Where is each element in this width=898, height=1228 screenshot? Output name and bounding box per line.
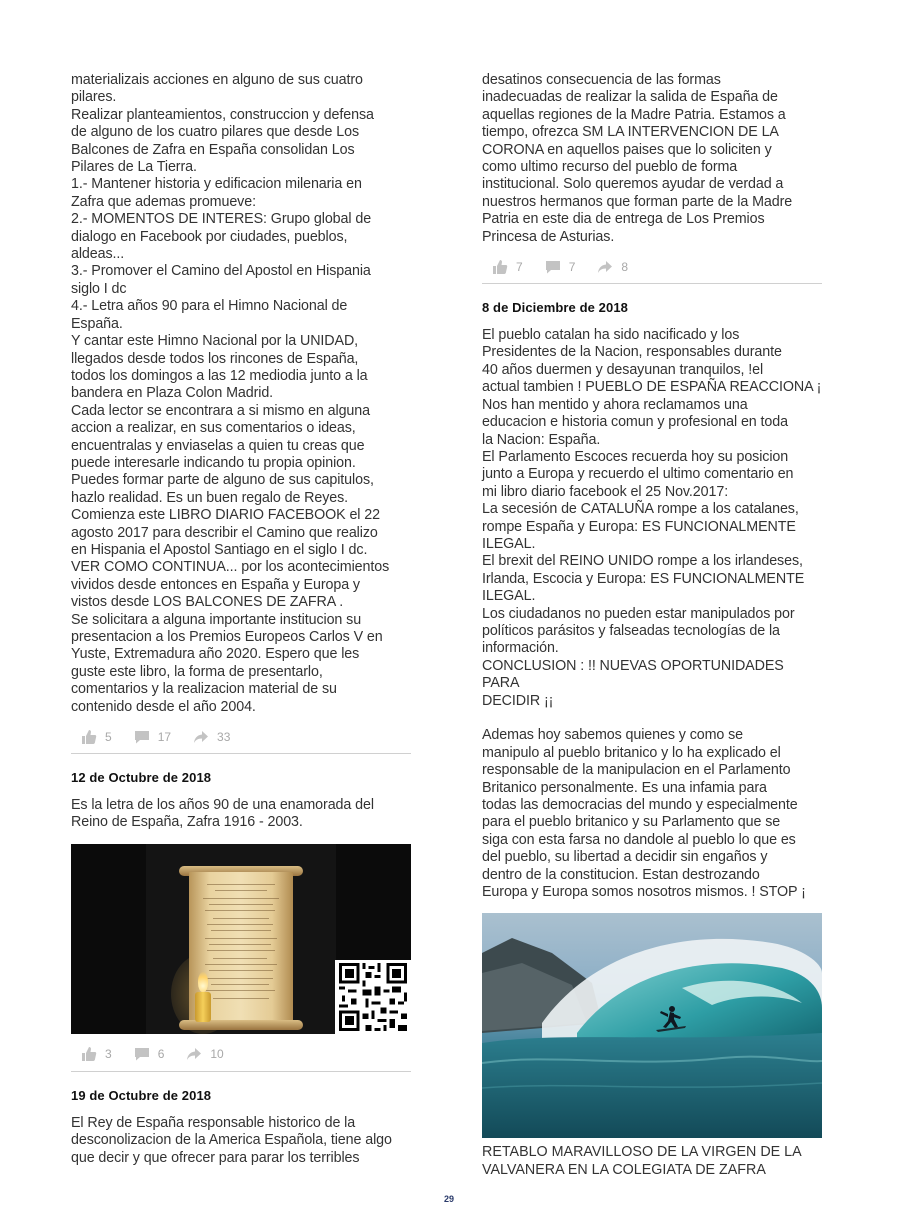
share-icon	[186, 1046, 202, 1062]
share-icon	[193, 729, 209, 745]
qr-code-icon	[335, 960, 411, 1034]
photo-caption: RETABLO MARAVILLOSO DE LA VIRGEN DE LA VALVANERA EN LA COLEGIATA DE ZAFRA	[482, 1144, 802, 1178]
wave-illustration	[482, 913, 822, 1138]
wave-surfer-photo[interactable]	[482, 913, 822, 1138]
comment-icon	[545, 259, 561, 275]
post-text: desatinos consecuencia de las formas inadecuadas de realizar la salida de España de aquellas regiones de la Madre Patria. Estamos a tiempo, ofrezca SM LA INTERVENCION DE LA CORONA en aquellos paises que lo soliciten y como ultimo recurso del pueblo de forma institucional. Solo queremos ayudar de verdad a nuestros hermanos que forman parte de la Madre Patria en este dia de entrega de Los Premios Princesa de Asturias.	[482, 72, 793, 245]
post-date: 19 de Octubre de 2018	[71, 1087, 212, 1103]
comment-stat[interactable]	[134, 1046, 165, 1062]
comment-icon	[134, 1046, 150, 1062]
like-stat[interactable]	[492, 259, 523, 275]
post-text: materializais acciones en alguno de sus cuatro pilares. Realizar planteamientos, construccion y defensa de alguno de los cuatro pilares que desde Los Balcones de Zafra en España consolidan Los Pilares de La Tierra. 1.- Mantener historia y edificacion milenaria en Zafra que ademas promueve: 2.- MOMENTOS DE INTERES: Grupo global de dialogo en Facebook por ciudades, pueblos, aldeas... 3.- Promover el Camino del Apostol en Hispania siglo I dc 4.- Letra años 90 para el Himno Nacional de España. Y cantar este Himno Nacional por la UNIDAD, llegados desde todos los rincones de España, todos los domingos a las 12 mediodia junto a la bandera en Plaza Colon Madrid. Cada lector se encontrara a si mismo en alguna accion a realizar, en sus comentarios o ideas, encuentralas y enviaselas a quien tu creas que puede interesarle indicando tu propia opinion. Puedes formar parte de alguno de sus capitulos, hazlo realidad. Es un buen regalo de Reyes. Comienza este LIBRO DIARIO FACEBOOK el 22 agosto 2017 para describir el Camino que realizo en Hispania el Apostol Santiago en el siglo I dc. VER COMO CONTINUA... por los acontecimientos vividos desde entonces en España y Europa y vistos desde LOS BALCONES DE ZAFRA . Se solicitara a alguna importante institucion su presentacion a los Premios Europeos Carlos V en Yuste, Extremadura año 2020. Espero que les guste este libro, la forma de presentarlo, comentarios y la realizacion material de su contenido desde el año 2004.	[71, 72, 390, 715]
share-stat[interactable]	[186, 1046, 223, 1062]
left-column	[71, 72, 411, 1167]
share-count: 33	[217, 729, 231, 744]
post-stats	[71, 720, 411, 754]
comment-stat[interactable]	[134, 729, 171, 745]
like-count: 3	[105, 1047, 112, 1062]
share-stat[interactable]	[193, 729, 230, 745]
post-text: El Rey de España responsable historico de la desconolizacion de la America Española, tiene algo que decir y que ofrecer para parar los terribles	[71, 1114, 392, 1166]
thumbs-up-icon	[492, 259, 508, 275]
like-count: 7	[516, 259, 523, 274]
post-date: 12 de Octubre de 2018	[71, 770, 212, 786]
thumbs-up-icon	[81, 1046, 97, 1062]
like-stat[interactable]	[81, 729, 112, 745]
right-column	[482, 72, 822, 1179]
post-text: Es la letra de los años 90 de una enamorada del Reino de España, Zafra 1916 - 2003.	[71, 797, 374, 831]
candle-flame	[198, 972, 208, 992]
like-count: 5	[105, 729, 112, 744]
thumbs-up-icon	[81, 729, 97, 745]
comment-count: 7	[568, 259, 576, 274]
post-text: El pueblo catalan ha sido nacificado y los Presidentes de la Nacion, responsables durante 40 años duermen y desayunan tranquilos, !el actual tambien ! PUEBLO DE ESPAÑA REACCIONA ¡ Nos han mentido y ahora reclamamos una educacion e historia comun y profesional en toda la Nacion: España. El Parlamento Escoces recuerda hoy su posicion junto a Europa y recuerdo el ultimo comentario en mi libro diario facebook el 25 Nov.2017: La secesión de CATALUÑA rompe a los catalanes, rompe España y Europa: ES FUNCIONALMENTE ILEGAL. El brexit del REINO UNIDO rompe a los irlandeses, Irlanda, Escocia y Europa: ES FUNCIONALMENTE ILEGAL. Los ciudadanos no pueden estar manipulados por políticos parásitos y falseadas tecnologías de la información. CONCLUSION : !! NUEVAS OPORTUNIDADES PARA DECIDIR ¡¡ Ademas hoy sabemos quienes y como se manipulo al pueblo britanico y lo ha explicado el responsable de la manipulacion en el Parlamento Britanico personalmente. Es una infamia para todas las democracias del mundo y especialmente para el pueblo britanico y su Parlamento que se siga con esta farsa no dandole al pueblo lo que es del pueblo, su libertad a decidir sin engaños y dentro de la constitucion. Estan destrozando Europa y Europa somos nosotros mismos. ! STOP ¡	[482, 327, 822, 901]
post-stats	[71, 1038, 411, 1072]
share-count: 8	[621, 259, 629, 274]
candle	[195, 992, 211, 1022]
post-date: 8 de Diciembre de 2018	[482, 300, 628, 316]
like-stat[interactable]	[81, 1046, 112, 1062]
comment-count: 17	[157, 729, 172, 744]
post-stats	[482, 250, 822, 284]
comment-count: 6	[157, 1047, 165, 1062]
page-number: 29	[443, 1194, 454, 1204]
comment-icon	[134, 729, 150, 745]
share-stat[interactable]	[597, 259, 628, 275]
comment-stat[interactable]	[545, 259, 576, 275]
share-count: 10	[210, 1047, 224, 1062]
scroll-candle-photo[interactable]	[71, 844, 411, 1034]
share-icon	[597, 259, 613, 275]
